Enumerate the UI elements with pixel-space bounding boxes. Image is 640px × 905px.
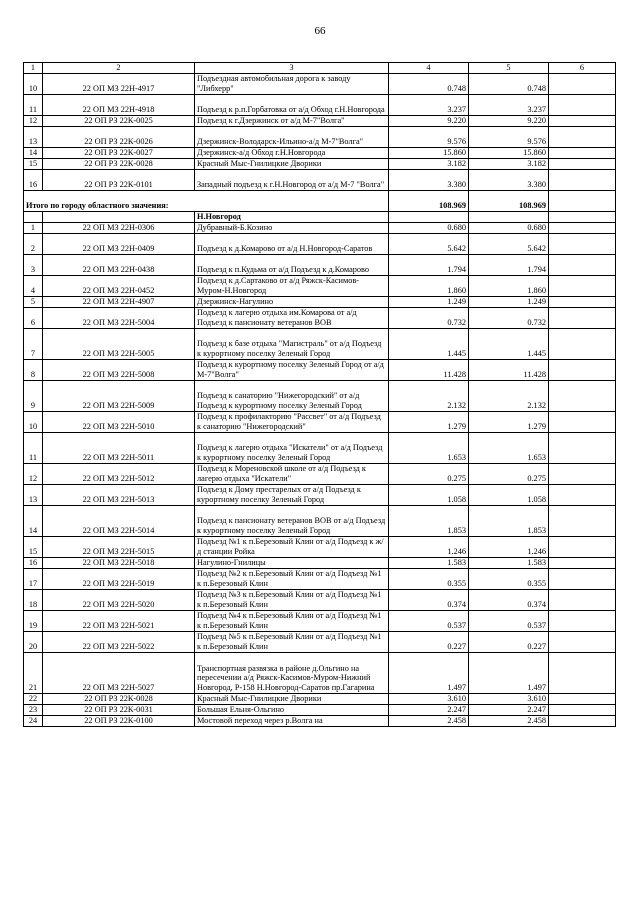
value-col-6: [549, 610, 616, 631]
length-col-5: 9.220: [469, 115, 549, 126]
length-col-4: 0.227: [389, 631, 469, 652]
row-number: 13: [24, 126, 43, 147]
road-name: Подъезд к курортному поселку Зеленый Город от а/д М-7"Волга": [195, 359, 389, 380]
length-col-4: 0.680: [389, 222, 469, 233]
road-code: 22 ОП МЗ 22Н-5012: [43, 463, 195, 484]
road-name: Подъезд №1 к п.Березовый Клин от а/д Подъезд к ж/д станции Ройка: [195, 536, 389, 557]
length-col-5: 0.227: [469, 631, 549, 652]
road-code: 22 ОП РЗ 22К-0028: [43, 158, 195, 169]
road-code: 22 ОП МЗ 22Н-5022: [43, 631, 195, 652]
row-number: 13: [24, 484, 43, 505]
road-name: Транспортная развязка в районе д.Ольгино на пересечении а/д Ряжск-Касимов-Муром-Нижний Новгород, Р-158 Н.Новгород-Саратов пр.Гагарина: [195, 652, 389, 693]
length-col-4: 1.279: [389, 411, 469, 432]
road-code: 22 ОП РЗ 22К-0025: [43, 115, 195, 126]
column-header-6: 6: [549, 63, 616, 74]
road-name: Красный Мыс-Гнилицкие Дворики: [195, 158, 389, 169]
road-code: 22 ОП МЗ 22Н-0306: [43, 222, 195, 233]
length-col-5: 1.860: [469, 275, 549, 296]
length-col-4: 0.275: [389, 463, 469, 484]
length-col-5: 11.428: [469, 359, 549, 380]
table-row: [24, 296, 616, 307]
road-name: Подъезд к пансионату ветеранов ВОВ от а/д Подъезд к курортному поселку Зеленый Город: [195, 505, 389, 536]
table-row: [24, 432, 616, 463]
length-col-5: 1.794: [469, 254, 549, 275]
road-code: 22 ОП МЗ 22Н-5011: [43, 432, 195, 463]
length-col-4: 9.576: [389, 126, 469, 147]
length-col-5: 5.642: [469, 233, 549, 254]
total-col-6: [549, 190, 616, 211]
row-number: 12: [24, 463, 43, 484]
road-name: Подъезд к санаторию "Нижегородский" от а/д Подъезд к курортному поселку Зеленый Город: [195, 380, 389, 411]
road-code: 22 ОП РЗ 22К-0027: [43, 147, 195, 158]
table-row: [24, 704, 616, 715]
road-code: 22 ОП РЗ 22К-0026: [43, 126, 195, 147]
table-row: [24, 233, 616, 254]
length-col-5: 0.275: [469, 463, 549, 484]
length-col-4: 1.853: [389, 505, 469, 536]
road-code: 22 ОП МЗ 22Н-4907: [43, 296, 195, 307]
road-name: Подъезд к д.Сартаково от а/д Ряжск-Касимов-Муром-Н.Новгород: [195, 275, 389, 296]
length-col-5: 0.355: [469, 568, 549, 589]
total-row: [24, 190, 616, 211]
road-code: 22 ОП МЗ 22Н-5020: [43, 589, 195, 610]
section-empty-6: [549, 211, 616, 222]
value-col-6: [549, 380, 616, 411]
length-col-5: 15.860: [469, 147, 549, 158]
road-name: Подъезд к Мореновской школе от а/д Подъезд к лагерю отдыха "Искатели": [195, 463, 389, 484]
length-col-4: 1.058: [389, 484, 469, 505]
row-number: 20: [24, 631, 43, 652]
value-col-6: [549, 536, 616, 557]
table-row: [24, 631, 616, 652]
value-col-6: [549, 158, 616, 169]
table-row: [24, 652, 616, 693]
road-name: Подъезд к профилакторию "Рассвет" от а/д Подъезд к санаторию "Нижегородский": [195, 411, 389, 432]
row-number: 22: [24, 693, 43, 704]
value-col-6: [549, 275, 616, 296]
road-code: 22 ОП МЗ 22Н-5027: [43, 652, 195, 693]
road-code: 22 ОП МЗ 22Н-5005: [43, 328, 195, 359]
value-col-6: [549, 296, 616, 307]
road-name: Подъезд №2 к п.Березовый Клин от а/д Подъезд №1 к п.Березовый Клин: [195, 568, 389, 589]
road-name: Подъезд к г.Дзержинск от а/д М-7"Волга": [195, 115, 389, 126]
table-row: [24, 610, 616, 631]
section-empty-2: [43, 211, 195, 222]
section-empty-4: [389, 211, 469, 222]
table-row: [24, 380, 616, 411]
road-name: Подъезд к р.п.Горбатовка от а/д Обход г.Н.Новгорода: [195, 94, 389, 115]
table-row: [24, 359, 616, 380]
road-code: 22 ОП МЗ 22Н-5015: [43, 536, 195, 557]
road-name: Подъезд №4 к п.Березовый Клин от а/д Подъезд №1 к п.Березовый Клин: [195, 610, 389, 631]
total-col-4: 108.969: [389, 190, 469, 211]
row-number: 18: [24, 589, 43, 610]
road-code: 22 ОП МЗ 22Н-5014: [43, 505, 195, 536]
length-col-4: 3.610: [389, 693, 469, 704]
length-col-4: 11.428: [389, 359, 469, 380]
table-row: [24, 126, 616, 147]
road-code: 22 ОП МЗ 22Н-5009: [43, 380, 195, 411]
length-col-5: 1.583: [469, 557, 549, 568]
road-name: Дзержинск-Нагулино: [195, 296, 389, 307]
length-col-4: 2.458: [389, 715, 469, 726]
road-register-table: [23, 62, 616, 727]
value-col-6: [549, 73, 616, 94]
row-number: 15: [24, 536, 43, 557]
road-code: 22 ОП МЗ 22Н-5008: [43, 359, 195, 380]
road-name: Подъезд к лагерю отдыха "Искатели" от а/д Подъезд к курортному поселку Зеленый Город: [195, 432, 389, 463]
road-name: Подъезд №5 к п.Березовый Клин от а/д Подъезд №1 к п.Березовый Клин: [195, 631, 389, 652]
length-col-4: 2.132: [389, 380, 469, 411]
table-row: [24, 715, 616, 726]
table-row: [24, 589, 616, 610]
length-col-5: 0.748: [469, 73, 549, 94]
road-code: 22 ОП РЗ 22К-0031: [43, 704, 195, 715]
road-code: 22 ОП МЗ 22Н-5021: [43, 610, 195, 631]
road-code: 22 ОП МЗ 22Н-0438: [43, 254, 195, 275]
value-col-6: [549, 505, 616, 536]
section-empty-1: [24, 211, 43, 222]
value-col-6: [549, 704, 616, 715]
length-col-4: 3.380: [389, 169, 469, 190]
section-title: Н.Новгород: [195, 211, 389, 222]
length-col-5: 1.853: [469, 505, 549, 536]
length-col-5: 3.380: [469, 169, 549, 190]
road-code: 22 ОП МЗ 22Н-4917: [43, 73, 195, 94]
road-code: 22 ОП МЗ 22Н-0452: [43, 275, 195, 296]
table-row: [24, 115, 616, 126]
value-col-6: [549, 484, 616, 505]
value-col-6: [549, 652, 616, 693]
length-col-5: 1.445: [469, 328, 549, 359]
length-col-4: 1.497: [389, 652, 469, 693]
table-row: [24, 463, 616, 484]
length-col-5: 1.279: [469, 411, 549, 432]
page-number: 66: [314, 25, 326, 37]
row-number: 12: [24, 115, 43, 126]
table-row: [24, 568, 616, 589]
table-row: [24, 94, 616, 115]
road-code: 22 ОП МЗ 22Н-5010: [43, 411, 195, 432]
row-number: 16: [24, 557, 43, 568]
row-number: 11: [24, 94, 43, 115]
road-code: 22 ОП РЗ 22К-0100: [43, 715, 195, 726]
row-number: 14: [24, 147, 43, 158]
length-col-5: 0.732: [469, 307, 549, 328]
length-col-4: 2.247: [389, 704, 469, 715]
length-col-5: 0.537: [469, 610, 549, 631]
length-col-4: 1.653: [389, 432, 469, 463]
row-number: 4: [24, 275, 43, 296]
length-col-5: 0.680: [469, 222, 549, 233]
road-name: Подъезд к лагерю отдыха им.Комарова от а/д Подъезд к пансионату ветеранов ВОВ: [195, 307, 389, 328]
table-row: [24, 158, 616, 169]
road-name: Красный Мыс-Гнилицкие Дворики: [195, 693, 389, 704]
value-col-6: [549, 115, 616, 126]
row-number: 6: [24, 307, 43, 328]
row-number: 10: [24, 73, 43, 94]
road-code: 22 ОП МЗ 22Н-5019: [43, 568, 195, 589]
value-col-6: [549, 631, 616, 652]
road-register-body: [24, 63, 616, 727]
value-col-6: [549, 94, 616, 115]
road-name: Мостовой переход через р.Волга на: [195, 715, 389, 726]
length-col-4: 0.537: [389, 610, 469, 631]
table-row: [24, 222, 616, 233]
road-code: 22 ОП МЗ 22Н-5004: [43, 307, 195, 328]
road-name: Подъезд №3 к п.Березовый Клин от а/д Подъезд №1 к п.Березовый Клин: [195, 589, 389, 610]
total-col-5: 108.969: [469, 190, 549, 211]
table-row: [24, 328, 616, 359]
row-number: 8: [24, 359, 43, 380]
row-number: 16: [24, 169, 43, 190]
value-col-6: [549, 147, 616, 158]
column-header-2: 2: [43, 63, 195, 74]
road-code: 22 ОП МЗ 22Н-0409: [43, 233, 195, 254]
table-row: [24, 484, 616, 505]
table-row: [24, 557, 616, 568]
table-row: [24, 411, 616, 432]
value-col-6: [549, 589, 616, 610]
road-name: Подъезд к базе отдыха "Магистраль" от а/д Подъезд к курортному поселку Зеленый Город: [195, 328, 389, 359]
row-number: 24: [24, 715, 43, 726]
road-name: Подъездная автомобильная дорога к заводу "Либхерр": [195, 73, 389, 94]
length-col-4: 1.445: [389, 328, 469, 359]
length-col-4: 0.732: [389, 307, 469, 328]
length-col-5: 1.246: [469, 536, 549, 557]
length-col-4: 0.374: [389, 589, 469, 610]
length-col-5: 3.610: [469, 693, 549, 704]
value-col-6: [549, 126, 616, 147]
row-number: 3: [24, 254, 43, 275]
column-header-1: 1: [24, 63, 43, 74]
road-name: Подъезд к д.Комарово от а/д Н.Новгород-Саратов: [195, 233, 389, 254]
length-col-4: 1.860: [389, 275, 469, 296]
length-col-5: 9.576: [469, 126, 549, 147]
length-col-5: 1.249: [469, 296, 549, 307]
length-col-5: 2.247: [469, 704, 549, 715]
table-row: [24, 693, 616, 704]
column-header-3: 3: [195, 63, 389, 74]
table-row: [24, 147, 616, 158]
value-col-6: [549, 568, 616, 589]
length-col-4: 15.860: [389, 147, 469, 158]
length-col-5: 2.458: [469, 715, 549, 726]
column-header-5: 5: [469, 63, 549, 74]
column-header-4: 4: [389, 63, 469, 74]
row-number: 10: [24, 411, 43, 432]
value-col-6: [549, 463, 616, 484]
table-row: [24, 536, 616, 557]
length-col-4: 1.794: [389, 254, 469, 275]
row-number: 11: [24, 432, 43, 463]
value-col-6: [549, 169, 616, 190]
road-code: 22 ОП МЗ 22Н-5018: [43, 557, 195, 568]
table-row: [24, 254, 616, 275]
road-name: Дубравный-Б.Козино: [195, 222, 389, 233]
row-number: 1: [24, 222, 43, 233]
value-col-6: [549, 557, 616, 568]
table-row: [24, 505, 616, 536]
value-col-6: [549, 411, 616, 432]
road-name: Дзержинск-а/д Обход г.Н.Новгорода: [195, 147, 389, 158]
value-col-6: [549, 359, 616, 380]
value-col-6: [549, 222, 616, 233]
table-row: [24, 169, 616, 190]
length-col-5: 1.653: [469, 432, 549, 463]
row-number: 9: [24, 380, 43, 411]
road-name: Подъезд к п.Кудьма от а/д Подъезд к д.Комарово: [195, 254, 389, 275]
section-row: [24, 211, 616, 222]
road-name: Дзержинск-Володарск-Ильино-а/д М-7"Волга": [195, 126, 389, 147]
total-label: Итого по городу областного значения:: [24, 190, 389, 211]
length-col-5: 1.497: [469, 652, 549, 693]
section-empty-5: [469, 211, 549, 222]
value-col-6: [549, 693, 616, 704]
length-col-5: 0.374: [469, 589, 549, 610]
column-header-row: [24, 63, 616, 74]
length-col-4: 1.249: [389, 296, 469, 307]
row-number: 2: [24, 233, 43, 254]
length-col-4: 5.642: [389, 233, 469, 254]
road-name: Западный подъезд к г.Н.Новгород от а/д М-7 "Волга": [195, 169, 389, 190]
row-number: 5: [24, 296, 43, 307]
road-code: 22 ОП РЗ 22К-0028: [43, 693, 195, 704]
value-col-6: [549, 307, 616, 328]
length-col-4: 9.220: [389, 115, 469, 126]
row-number: 7: [24, 328, 43, 359]
length-col-4: 3.237: [389, 94, 469, 115]
row-number: 21: [24, 652, 43, 693]
value-col-6: [549, 233, 616, 254]
row-number: 19: [24, 610, 43, 631]
road-name: Нагулино-Гнилицы: [195, 557, 389, 568]
length-col-4: 1.246: [389, 536, 469, 557]
length-col-4: 0.355: [389, 568, 469, 589]
length-col-5: 2.132: [469, 380, 549, 411]
length-col-5: 1.058: [469, 484, 549, 505]
road-name: Большая Ельня-Ольгино: [195, 704, 389, 715]
road-name: Подъезд к Дому престарелых от а/д Подъезд к курортному поселку Зеленый Город: [195, 484, 389, 505]
table-row: [24, 275, 616, 296]
row-number: 17: [24, 568, 43, 589]
road-code: 22 ОП МЗ 22Н-5013: [43, 484, 195, 505]
length-col-5: 3.237: [469, 94, 549, 115]
road-code: 22 ОП РЗ 22К-0101: [43, 169, 195, 190]
length-col-4: 0.748: [389, 73, 469, 94]
road-code: 22 ОП МЗ 22Н-4918: [43, 94, 195, 115]
table-row: [24, 73, 616, 94]
value-col-6: [549, 328, 616, 359]
value-col-6: [549, 254, 616, 275]
length-col-4: 3.182: [389, 158, 469, 169]
length-col-4: 1.583: [389, 557, 469, 568]
row-number: 14: [24, 505, 43, 536]
value-col-6: [549, 432, 616, 463]
row-number: 23: [24, 704, 43, 715]
value-col-6: [549, 715, 616, 726]
length-col-5: 3.182: [469, 158, 549, 169]
table-row: [24, 307, 616, 328]
row-number: 15: [24, 158, 43, 169]
